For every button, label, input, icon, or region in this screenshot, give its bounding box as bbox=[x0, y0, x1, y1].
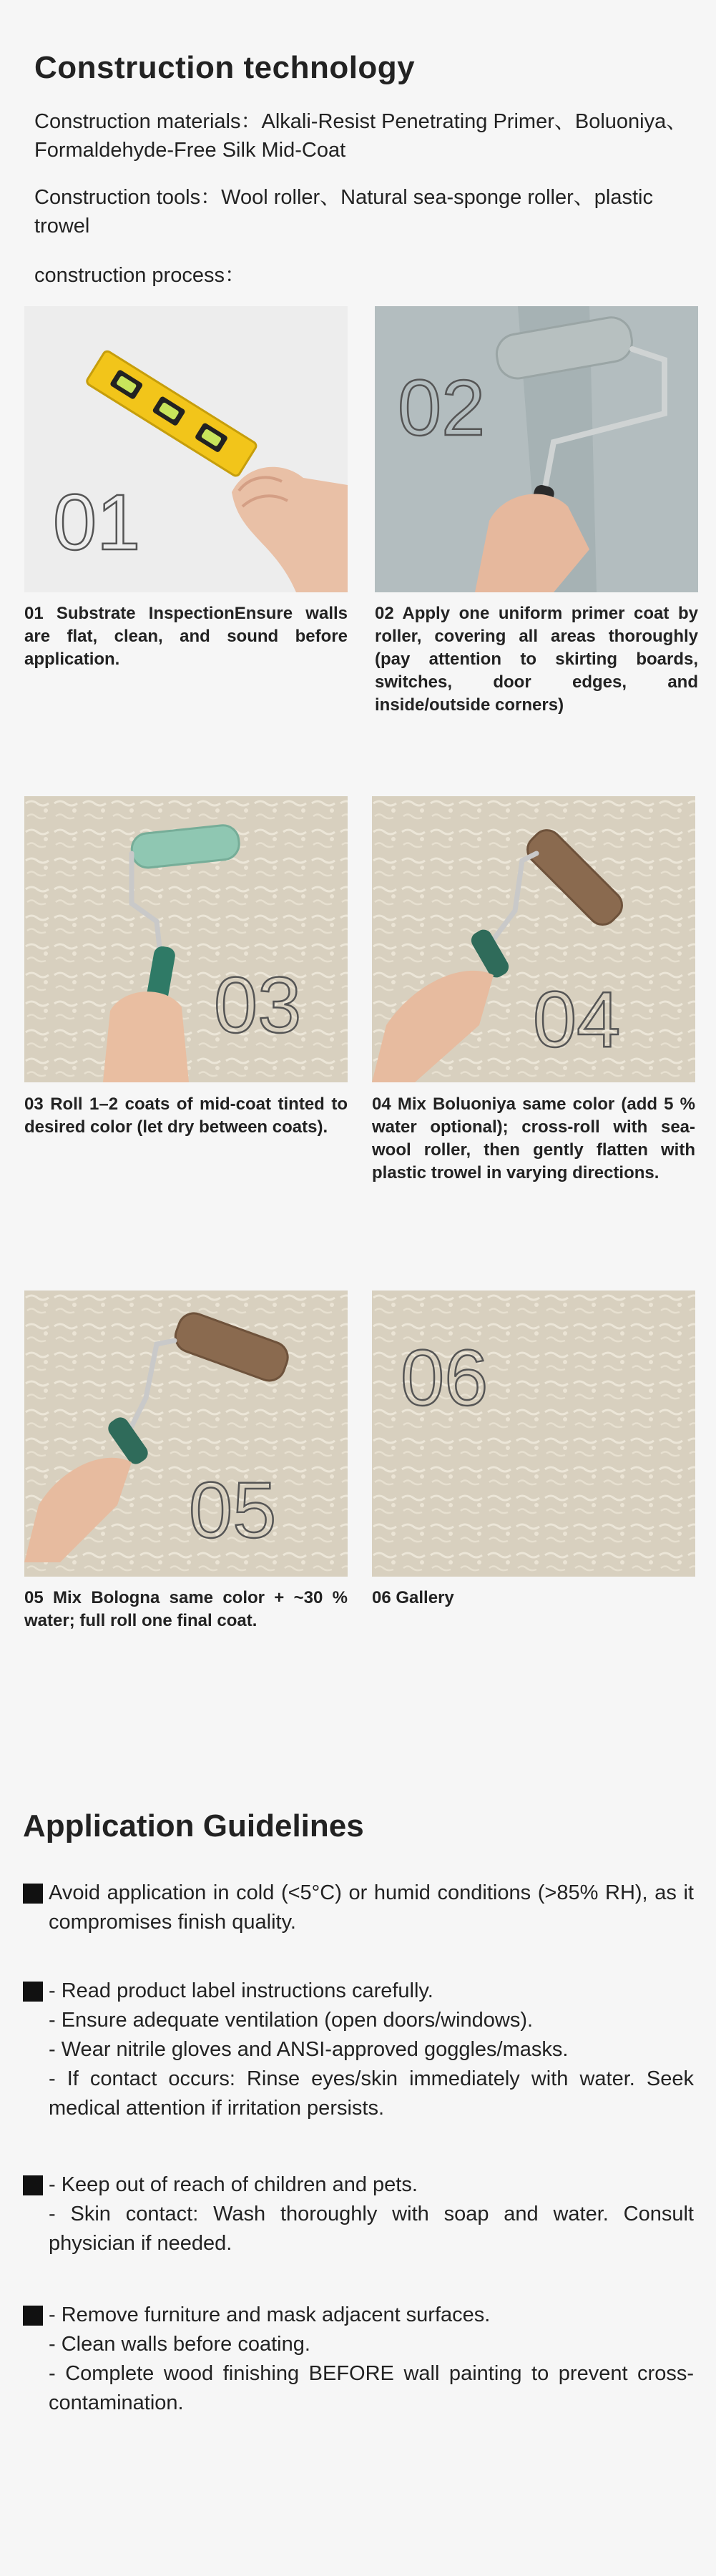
bullet-square-icon bbox=[23, 1884, 43, 1904]
guideline-line: - Wear nitrile gloves and ANSI-approved goggles/masks. bbox=[49, 2038, 569, 2061]
guideline-line: - Remove furniture and mask adjacent surfaces. bbox=[49, 2303, 491, 2326]
step-03-image bbox=[24, 796, 348, 1082]
guideline-block-3 bbox=[23, 2170, 694, 2258]
step-04-caption: 04 Mix Boluoniya same color (add 5 % water optional); cross-roll with sea-wool roller, then gently flatten with plastic trowel in varying directions. bbox=[372, 1094, 695, 1182]
bullet-square-icon bbox=[23, 1982, 43, 2002]
page-title: Construction technology bbox=[34, 50, 416, 85]
process-label: construction process： bbox=[34, 264, 245, 287]
step-04-image bbox=[372, 796, 695, 1082]
step-02-caption: 02 Apply one uniform primer coat by roller, covering all areas thoroughly (pay attention to skirting boards, switches, door edges, and inside/outside corners) bbox=[375, 604, 698, 715]
guideline-block-4 bbox=[23, 2301, 694, 2418]
guideline-line: - Read product label instructions carefully. bbox=[49, 1979, 433, 2002]
bullet-square-icon bbox=[23, 2306, 43, 2326]
step-01-image bbox=[24, 306, 348, 592]
tools-text: Construction tools：Wool roller、Natural sea-sponge roller、plastic trowel bbox=[34, 186, 653, 237]
guideline-line: - Skin contact: Wash thoroughly with soap and water. Consult physician if needed. bbox=[49, 2203, 694, 2255]
step-05-image bbox=[24, 1291, 348, 1577]
guidelines-title: Application Guidelines bbox=[23, 1808, 364, 1843]
step-03-caption: 03 Roll 1–2 coats of mid-coat tinted to desired color (let dry between coats). bbox=[24, 1094, 348, 1137]
step-01-caption: 01 Substrate InspectionEnsure walls are flat, clean, and sound before application. bbox=[24, 604, 348, 669]
guideline-line: Avoid application in cold (<5°C) or humid conditions (>85% RH), as it compromises finish quality. bbox=[49, 1881, 694, 1934]
guideline-line: - Complete wood finishing BEFORE wall painting to prevent cross-contamination. bbox=[49, 2362, 694, 2414]
guideline-block-1 bbox=[23, 1879, 694, 1937]
step-01-number: 01 bbox=[53, 479, 141, 567]
step-05-caption: 05 Mix Bologna same color + ~30 % water; full roll one final coat. bbox=[24, 1588, 348, 1630]
materials-text: Construction materials：Alkali-Resist Penetrating Primer、Boluoniya、 Formaldehyde-Free Silk Mid-Coat bbox=[34, 110, 687, 162]
guideline-block-2 bbox=[23, 1977, 694, 2123]
guideline-line: - Clean walls before coating. bbox=[49, 2333, 310, 2356]
step-03-number: 03 bbox=[214, 961, 302, 1049]
step-04-number: 04 bbox=[533, 976, 621, 1064]
guideline-line: - Keep out of reach of children and pets. bbox=[49, 2173, 418, 2196]
step-06-caption: 06 Gallery bbox=[372, 1588, 454, 1607]
step-06-image bbox=[372, 1291, 695, 1577]
step-06-number: 06 bbox=[401, 1334, 489, 1422]
bullet-square-icon bbox=[23, 2175, 43, 2195]
guideline-line: - Ensure adequate ventilation (open doors/windows). bbox=[49, 2009, 534, 2032]
step-02-number: 02 bbox=[398, 364, 486, 452]
step-02-image bbox=[375, 306, 698, 592]
guideline-line: - If contact occurs: Rinse eyes/skin immediately with water. Seek medical attention if irritation persists. bbox=[49, 2067, 694, 2120]
step-05-number: 05 bbox=[189, 1466, 277, 1554]
